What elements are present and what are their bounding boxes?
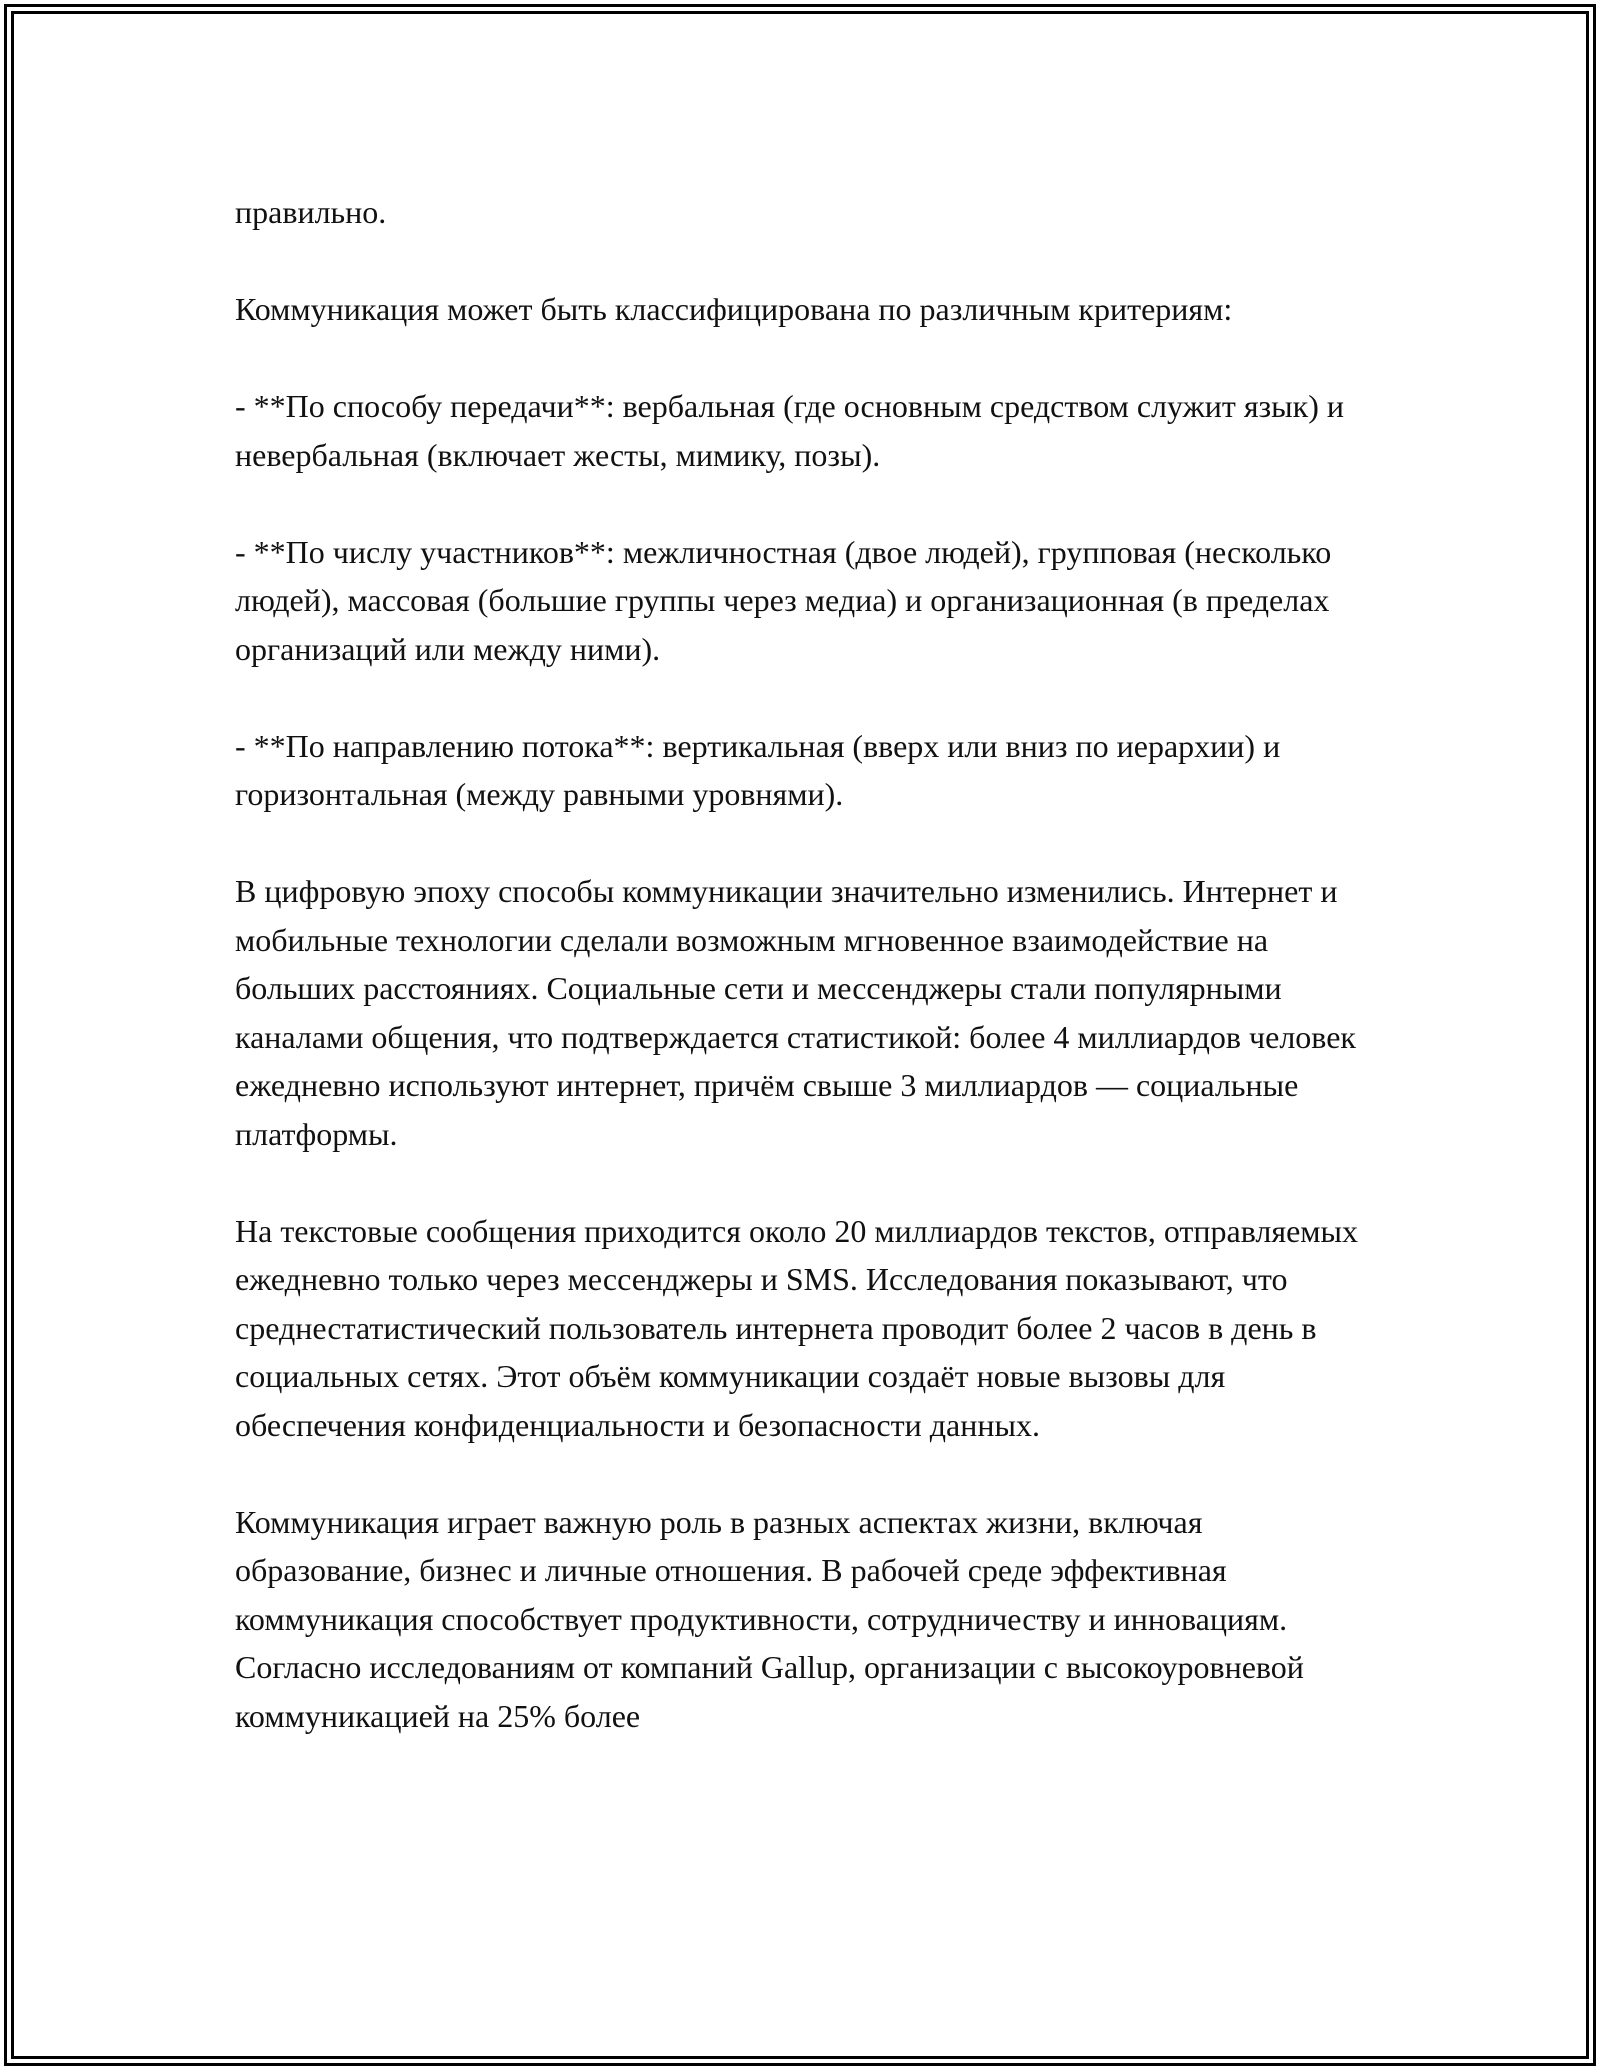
paragraph-digital-era: В цифровую эпоху способы коммуникации значительно изменились. Интернет и мобильные технологии сделали возможным мгновенное взаимодействие на больших расстояниях. Социальные сети и мессенджеры стали популярными каналами общения, что подтверждается статистикой: более 4 миллиардов человек ежедневно используют интернет, причём свыше 3 миллиардов — социальные платформы. bbox=[235, 873, 1356, 1152]
paragraph-continuation: правильно. bbox=[235, 194, 387, 230]
paragraph-classification-intro: Коммуникация может быть классифицирована по различным критериям: bbox=[235, 291, 1233, 327]
list-item-participant-count: - **По числу участников**: межличностная (двое людей), групповая (несколько людей), массовая (большие группы через медиа) и организационная (в пределах организаций или между ними). bbox=[235, 533, 1332, 667]
paragraph-communication-role: Коммуникация играет важную роль в разных аспектах жизни, включая образование, бизнес и личные отношения. В рабочей среде эффективная коммуникация способствует продуктивности, сотрудничеству и инновациям. Согласно исследованиям от компаний Gallup, организации с высокоуровневой коммуникацией на 25% более bbox=[235, 1503, 1304, 1734]
list-item-flow-direction: - **По направлению потока**: вертикальная (вверх или вниз по иерархии) и горизонтальная (между равными уровнями). bbox=[235, 727, 1281, 812]
document-body bbox=[235, 188, 1365, 1740]
paragraph-text-messages: На текстовые сообщения приходится около 20 миллиардов текстов, отправляемых ежедневно только через мессенджеры и SMS. Исследования показывают, что среднестатистический пользователь интернета проводит более 2 часов в день в социальных сетях. Этот объём коммуникации создаёт новые вызовы для обеспечения конфиденциальности и безопасности данных. bbox=[235, 1212, 1359, 1443]
list-item-transmission-method: - **По способу передачи**: вербальная (где основным средством служит язык) и невербальная (включает жесты, мимику, позы). bbox=[235, 388, 1344, 473]
